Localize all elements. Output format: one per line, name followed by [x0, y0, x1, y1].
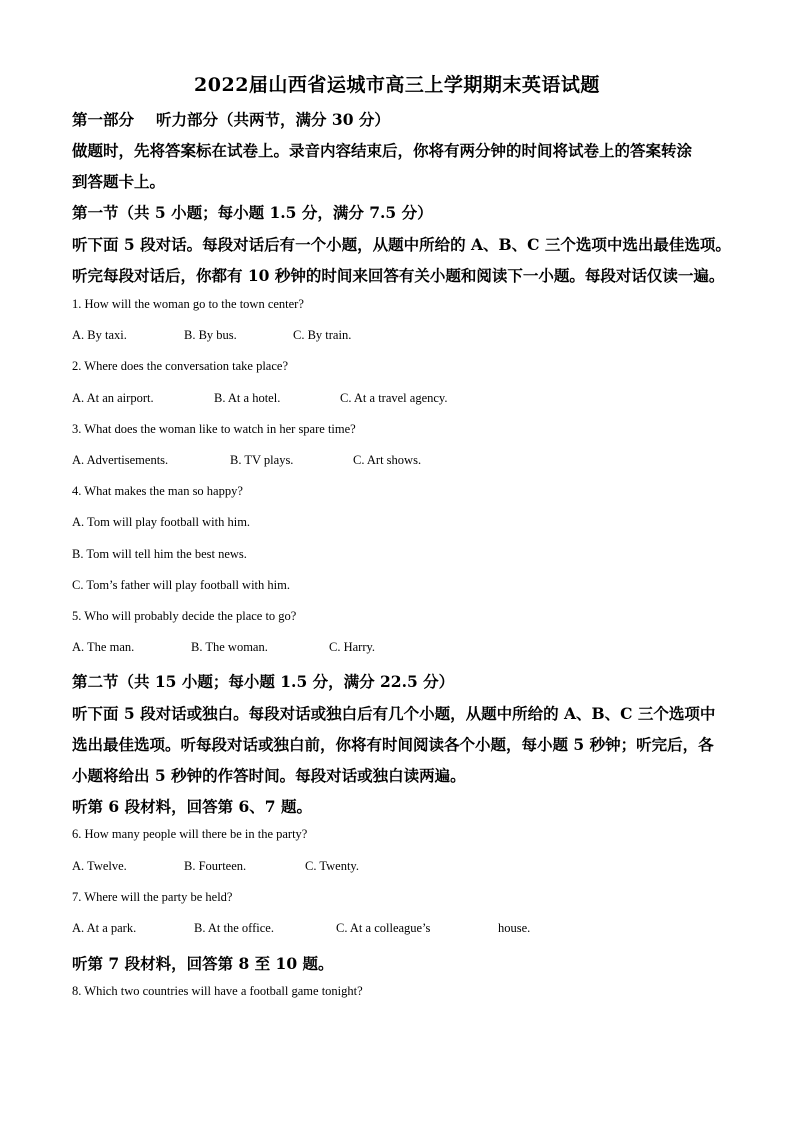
exam-title: 2022届山西省运城市高三上学期期末英语试题: [194, 74, 600, 96]
q5-option-a: A. The man.: [72, 640, 135, 654]
q3-option-a: A. Advertisements.: [72, 453, 169, 467]
part1-heading-line: [72, 108, 732, 130]
question-3: 3. What does the woman like to watch in her spare time?: [72, 422, 356, 436]
q6-option-b: B. Fourteen.: [184, 859, 247, 873]
material-6-heading: 听第 6 段材料，回答第 6、7 题。: [72, 797, 312, 816]
q6-option-a: A. Twelve.: [72, 859, 127, 873]
q1-option-a: A. By taxi.: [72, 328, 127, 342]
q2-option-a: A. At an airport.: [72, 391, 154, 405]
section1-heading: 第一节（共 5 小题；每小题 1.5 分，满分 7.5 分）: [72, 203, 433, 222]
q3-option-c: C. Art shows.: [353, 453, 422, 467]
part1-heading: 第一部分: [72, 110, 135, 129]
q7-option-b: B. At the office.: [194, 921, 274, 935]
q1-option-c: C. By train.: [293, 328, 352, 342]
q5-option-b: B. The woman.: [191, 640, 268, 654]
part1-instruction-line2: 到答题卡上。: [72, 172, 166, 191]
question-5: 5. Who will probably decide the place to go?: [72, 609, 297, 623]
question-1: 1. How will the woman go to the town center?: [72, 297, 304, 311]
q5-option-c: C. Harry.: [329, 640, 376, 654]
section2-instruction-line3: 小题将给出 5 秒钟的作答时间。每段对话或独白读两遍。: [72, 766, 466, 785]
section2-instruction-line1: 听下面 5 段对话或独白。每段对话或独白后有几个小题，从题中所给的 A、B、C 三个选项中: [72, 704, 716, 723]
q1-option-b: B. By bus.: [184, 328, 237, 342]
q7-option-c: C. At a colleague’s: [336, 921, 431, 935]
q7-option-c-continued: house.: [498, 921, 531, 935]
section2-instruction-line2: 选出最佳选项。听每段对话或独白前，你将有时间阅读各个小题，每小题 5 秒钟；听完后，各: [72, 735, 714, 754]
question-8: 8. Which two countries will have a football game tonight?: [72, 984, 363, 998]
section2-heading: 第二节（共 15 小题；每小题 1.5 分，满分 22.5 分）: [72, 672, 455, 691]
part1-heading-sub: 听力部分（共两节，满分 30 分）: [156, 110, 390, 129]
question-6: 6. How many people will there be in the party?: [72, 827, 308, 841]
q4-option-c: C. Tom’s father will play football with him.: [72, 578, 290, 592]
q4-option-a: A. Tom will play football with him.: [72, 515, 251, 529]
question-2: 2. Where does the conversation take place?: [72, 359, 288, 373]
q6-option-c: C. Twenty.: [305, 859, 359, 873]
q2-option-b: B. At a hotel.: [214, 391, 281, 405]
material-7-heading: 听第 7 段材料，回答第 8 至 10 题。: [72, 954, 334, 973]
section1-instruction-line1: 听下面 5 段对话。每段对话后有一个小题，从题中所给的 A、B、C 三个选项中选出最佳选项。: [72, 235, 731, 254]
question-4: 4. What makes the man so happy?: [72, 484, 243, 498]
q4-option-b: B. Tom will tell him the best news.: [72, 547, 247, 561]
part1-instruction-line1: 做题时，先将答案标在试卷上。录音内容结束后，你将有两分钟的时间将试卷上的答案转涂: [72, 141, 693, 160]
section1-instruction-line2: 听完每段对话后，你都有 10 秒钟的时间来回答有关小题和阅读下一小题。每段对话仅读一遍。: [72, 266, 725, 285]
q2-option-c: C. At a travel agency.: [340, 391, 448, 405]
question-7: 7. Where will the party be held?: [72, 890, 233, 904]
q3-option-b: B. TV plays.: [230, 453, 294, 467]
q7-option-a: A. At a park.: [72, 921, 137, 935]
